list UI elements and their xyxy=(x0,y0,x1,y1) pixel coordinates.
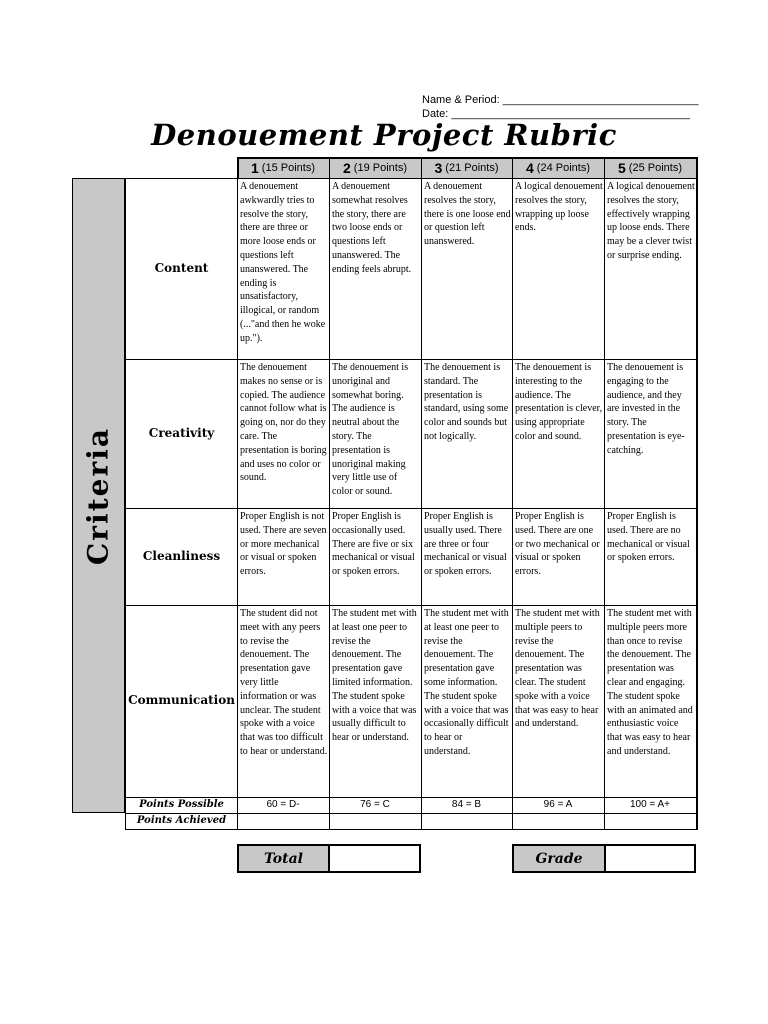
rubric-cell: Proper English is used. There are no mechanical or visual or spoken errors. xyxy=(607,511,690,564)
grade-label-box xyxy=(512,844,606,873)
level-header-4 xyxy=(512,157,604,178)
grid-line-vertical xyxy=(329,178,330,830)
points-possible-value: 100 = A+ xyxy=(629,799,671,810)
grid-line-horizontal xyxy=(237,157,697,159)
grid-line-horizontal xyxy=(125,813,697,814)
grid-line-vertical xyxy=(421,157,422,179)
grid-line-horizontal xyxy=(125,829,697,830)
level-number: 4 xyxy=(526,159,534,176)
rubric-cell: A logical denouement resolves the story, wrapping up loose ends. xyxy=(515,181,603,234)
rubric-cell: A denouement resolves the story, there is one loose end or question left unanswered. xyxy=(424,181,511,248)
grade-label: Grade xyxy=(535,850,583,867)
points-achieved-input[interactable] xyxy=(421,814,512,828)
grid-line-horizontal xyxy=(125,178,697,179)
points-possible-label: Points Possible xyxy=(139,799,224,810)
points-possible-value: 76 = C xyxy=(360,799,390,810)
level-header-3 xyxy=(421,157,512,178)
grid-line-vertical xyxy=(696,178,698,830)
rubric-cell: The student met with multiple peers more than once to revise the denouement. The presentation was clear and engaging. The student spoke with an animated and enthusiastic voice that was easy to hear and understand. xyxy=(607,608,693,757)
criterion-label-communication: Communication xyxy=(128,693,235,707)
rubric-cell: The student met with at least one peer to revise the denouement. The presentation gave some information. The student spoke with a voice that was occasionally difficult to hear or understand. xyxy=(424,608,509,757)
level-points: (21 Points) xyxy=(445,161,499,174)
grid-line-vertical xyxy=(696,157,698,179)
level-points: (24 Points) xyxy=(536,161,590,174)
rubric-cell: The denouement makes no sense or is copied. The audience cannot follow what is going on, nor do they care. The presentation is boring and uses no color or sound. xyxy=(240,362,327,484)
grid-line-horizontal xyxy=(125,508,697,509)
rubric-cell: The student met with multiple peers to revise the denouement. The presentation was clear. The student spoke with a voice that was easy to hear and understand. xyxy=(515,608,600,730)
total-label: Total xyxy=(263,850,303,867)
criteria-label: Criteria xyxy=(81,427,115,565)
rubric-cell: The denouement is standard. The presentation is standard, using some color and sounds but not logically. xyxy=(424,362,509,442)
points-achieved-input[interactable] xyxy=(512,814,604,828)
level-points: (15 Points) xyxy=(261,161,315,174)
level-number: 5 xyxy=(618,159,626,176)
level-header-2 xyxy=(329,157,421,178)
points-possible-value: 84 = B xyxy=(451,799,482,810)
level-number: 2 xyxy=(343,159,351,176)
level-header-1 xyxy=(237,157,329,178)
points-possible-value: 96 = A xyxy=(543,799,573,810)
total-input-box[interactable] xyxy=(328,844,421,873)
rubric-cell: Proper English is not used. There are seven or more mechanical or visual or spoken errors. xyxy=(240,511,327,578)
header-fields xyxy=(422,93,698,121)
points-achieved-input[interactable] xyxy=(237,814,329,828)
grid-line-vertical xyxy=(237,178,238,830)
points-achieved-label: Points Achieved xyxy=(136,815,227,826)
rubric-cell: The denouement is engaging to the audience, and they are invested in the story. The presentation is eye-catching. xyxy=(607,362,685,456)
grid-line-vertical xyxy=(604,157,605,179)
level-number: 1 xyxy=(251,159,259,176)
grid-line-vertical xyxy=(512,157,513,179)
rubric-cell: A denouement awkwardly tries to resolve the story, there are three or more loose ends or questions left unanswered. The ending is unsatisfactory, illogical, or random (..."and then he woke up."). xyxy=(240,181,326,344)
level-points: (25 Points) xyxy=(628,161,682,174)
grid-line-vertical xyxy=(604,178,605,830)
date-field[interactable]: Date: _______________________________________ xyxy=(422,108,690,120)
grade-input-box[interactable] xyxy=(604,844,696,873)
rubric-cell: Proper English is usually used. There are three or four mechanical or visual or spoken errors. xyxy=(424,511,507,578)
rubric-cell: The denouement is interesting to the audience. The presentation is clever, using appropriate color and sound. xyxy=(515,362,603,442)
rubric-cell: The student did not meet with any peers to revise the denouement. The presentation gave very little information or was unclear. The student spoke with a voice that was too difficult to hear or understand. xyxy=(240,608,328,757)
rubric-cell: Proper English is used. There are one or two mechanical or visual or spoken errors. xyxy=(515,511,600,578)
rubric-cell: A logical denouement resolves the story, effectively wrapping up loose ends. There may be a clever twist or surprise ending. xyxy=(607,181,695,261)
points-possible-value: 60 = D- xyxy=(266,799,300,810)
grid-line-vertical xyxy=(329,157,330,179)
level-number: 3 xyxy=(434,159,443,176)
points-achieved-input[interactable] xyxy=(329,814,421,828)
grid-line-horizontal xyxy=(125,797,697,798)
points-achieved-input[interactable] xyxy=(604,814,696,828)
page-title: Denouement Project Rubric xyxy=(151,118,617,152)
grid-line-horizontal xyxy=(125,359,697,360)
name-period-field[interactable]: Name & Period: ________________________________ xyxy=(422,94,699,106)
criterion-label-cleanliness: Cleanliness xyxy=(142,548,221,563)
level-points: (19 Points) xyxy=(353,161,407,174)
rubric-cell: The student met with at least one peer to revise the denouement. The presentation gave limited information. The student spoke with a voice that was usually difficult to hear or understand. xyxy=(332,608,417,744)
rubric-cell: A denouement somewhat resolves the story, there are two loose ends or questions left unanswered. The ending feels abrupt. xyxy=(332,181,412,275)
grid-line-vertical xyxy=(237,157,239,179)
criterion-label-content: Content xyxy=(154,260,209,275)
level-header-5 xyxy=(604,157,696,178)
grid-line-vertical xyxy=(512,178,513,830)
grid-line-vertical xyxy=(125,178,126,830)
criterion-label-creativity: Creativity xyxy=(148,425,215,440)
grid-line-vertical xyxy=(421,178,422,830)
rubric-cell: The denouement is unoriginal and somewhat boring. The audience is neutral about the story. The presentation is unoriginal making very little use of color or sound. xyxy=(332,362,409,498)
rubric-cell: Proper English is occasionally used. There are five or six mechanical or visual or spoken errors. xyxy=(332,511,415,578)
grid-line-horizontal xyxy=(125,605,697,606)
total-label-box xyxy=(237,844,330,873)
